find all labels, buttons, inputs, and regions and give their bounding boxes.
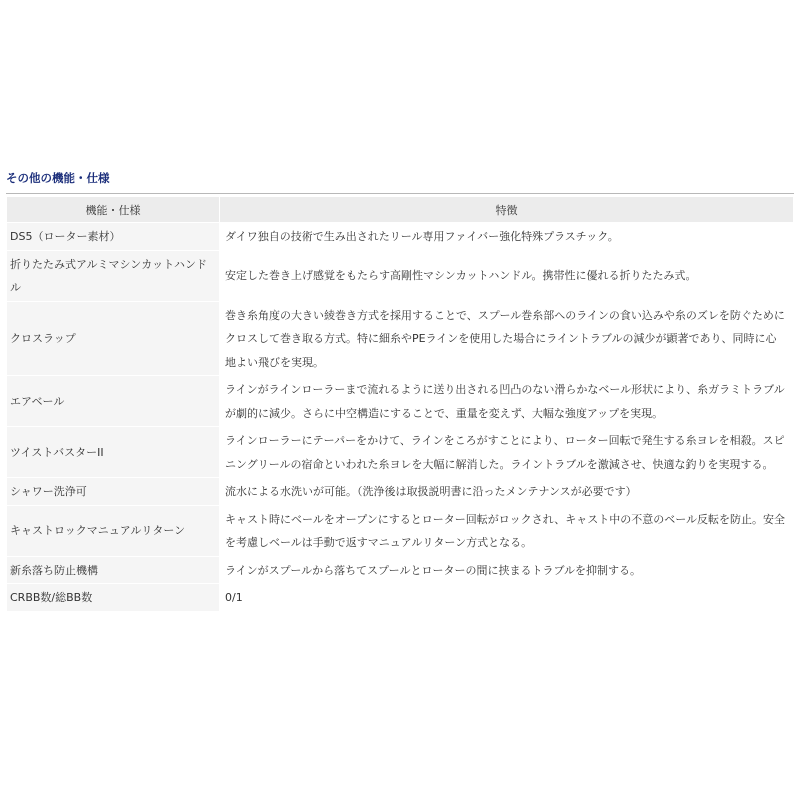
feature-cell: ツイストバスターII [7,427,219,477]
feature-cell: CRBB数/総BB数 [7,584,219,611]
feature-cell: 折りたたみ式アルミマシンカットハンドル [7,251,219,301]
table-row [7,478,793,505]
description-cell: キャスト時にベールをオープンにするとローター回転がロックされ、キャスト中の不意のベール反転を防止。安全を考慮しベールは手動で返すマニュアルリターン方式となる。 [220,506,793,556]
description-cell: 巻き糸角度の大きい綾巻き方式を採用することで、スプール巻糸部へのラインの食い込みや糸のズレを防ぐためにクロスして巻き取る方式。特に細糸やPEラインを使用した場合にライントラブルの減少が顕著であり、同時に心地よい飛びを実現。 [220,302,793,376]
table-row [7,302,793,376]
table-row [7,223,793,250]
description-cell: ダイワ独自の技術で生み出されたリール専用ファイバー強化特殊プラスチック。 [220,223,793,250]
table-row [7,251,793,301]
description-cell: ラインがスプールから落ちてスプールとローターの間に挟まるトラブルを抑制する。 [220,557,793,584]
table-row [7,506,793,556]
table-header-row [7,197,793,222]
description-cell: ラインがラインローラーまで流れるように送り出される凹凸のない滑らかなベール形状により、糸ガラミトラブルが劇的に減少。さらに中空構造にすることで、重量を変えず、大幅な強度アップを実現。 [220,376,793,426]
description-cell: 安定した巻き上げ感覚をもたらす高剛性マシンカットハンドル。携帯性に優れる折りたたみ式。 [220,251,793,301]
feature-cell: DS5（ローター素材） [7,223,219,250]
feature-cell: キャストロックマニュアルリターン [7,506,219,556]
description-cell: 流水による水洗いが可能。（洗浄後は取扱説明書に沿ったメンテナンスが必要です） [220,478,793,505]
feature-cell: エアベール [7,376,219,426]
description-cell: 0/1 [220,584,793,611]
table-row [7,584,793,611]
table-row [7,427,793,477]
feature-cell: シャワー洗浄可 [7,478,219,505]
section-title: その他の機能・仕様 [6,171,110,185]
description-cell: ラインローラーにテーパーをかけて、ラインをころがすことにより、ローター回転で発生する糸ヨレを相殺。スピニングリールの宿命といわれた糸ヨレを大幅に解消した。ライントラブルを激減させ、快適な釣りを実現する。 [220,427,793,477]
column-header-description: 特徴 [220,197,793,222]
spec-table [6,196,794,612]
feature-cell: クロスラップ [7,302,219,376]
section-divider [6,193,794,194]
table-row [7,557,793,584]
column-header-feature: 機能・仕様 [7,197,219,222]
feature-cell: 新糸落ち防止機構 [7,557,219,584]
table-row [7,376,793,426]
